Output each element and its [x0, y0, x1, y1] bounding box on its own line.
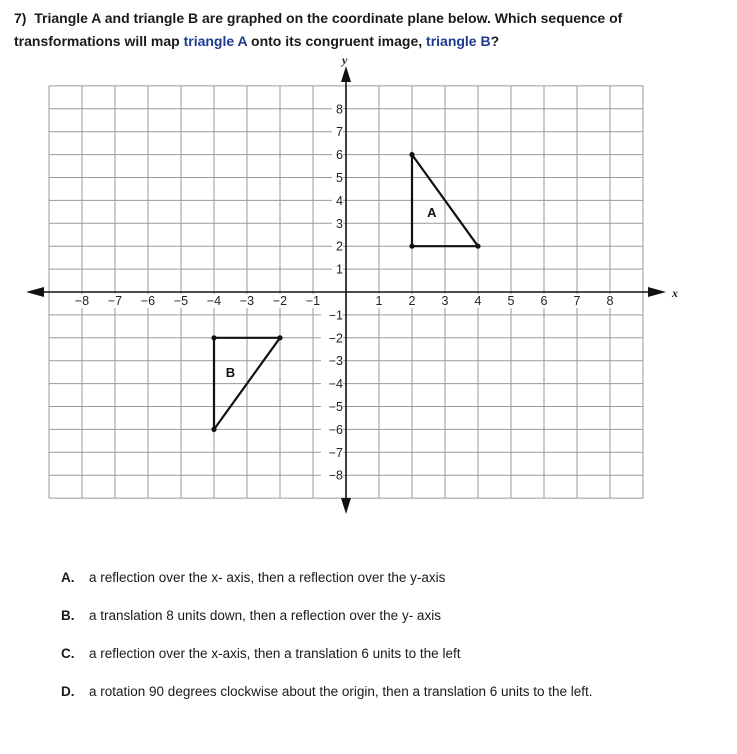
triangle-vertex: [409, 152, 414, 157]
question-number: 7): [14, 10, 27, 26]
y-tick-label: 5: [336, 171, 343, 185]
y-tick-label: 3: [336, 216, 343, 231]
triangle-vertex: [211, 335, 216, 340]
choice-letter: C.: [61, 646, 75, 661]
y-tick-label: 8: [336, 102, 343, 117]
x-tick-label: −2: [272, 294, 288, 308]
x-tick-label: 4: [474, 294, 482, 308]
question-part1: Triangle A and triangle B are graphed on the coordinate plane below. Which sequence of transformations will map: [14, 10, 623, 49]
y-tick-label: −7: [328, 445, 343, 460]
x-tick-label: 6: [540, 294, 548, 308]
y-tick-label: 1: [336, 262, 343, 277]
triangle-vertex: [475, 244, 480, 249]
x-tick-label: 8: [606, 294, 614, 308]
x-tick-label: 5: [507, 294, 515, 308]
x-tick-label: 3: [441, 294, 449, 308]
triangle-b-highlight: triangle B: [426, 33, 491, 49]
question-mark: ?: [490, 33, 500, 49]
choice-letter: A.: [61, 570, 75, 585]
x-tick-label: −4: [206, 294, 222, 308]
y-tick-label: 2: [336, 239, 343, 254]
x-tick-label: −8: [74, 294, 90, 308]
axes: [26, 66, 666, 514]
y-tick-label: 4: [336, 193, 343, 208]
x-tick-label: 1: [375, 294, 383, 308]
x-tick-label: −5: [173, 294, 189, 308]
y-tick-label: −6: [328, 422, 343, 437]
choice-b[interactable]: [61, 608, 441, 623]
y-tick-label: 6: [336, 148, 343, 163]
choice-text: a rotation 90 degrees clockwise about the origin, then a translation 6 units to the left.: [89, 684, 593, 699]
coordinate-plane: [0, 52, 737, 522]
x-tick-label: −1: [305, 294, 321, 308]
question-text: [14, 7, 729, 53]
x-tick-label: 2: [408, 294, 416, 308]
question-part2: onto its congruent image,: [251, 33, 423, 49]
choice-a[interactable]: [61, 570, 445, 585]
x-tick-label: −3: [239, 294, 255, 308]
triangle-label-b: B: [225, 365, 236, 381]
x-axis-label: x: [672, 286, 678, 300]
triangle-vertex: [409, 244, 414, 249]
x-tick-label: 7: [573, 294, 581, 308]
y-tick-label: −4: [328, 377, 343, 392]
y-tick-label: −3: [328, 354, 343, 369]
triangle-a-highlight: triangle A: [183, 33, 248, 49]
triangle-vertex: [277, 335, 282, 340]
choice-c[interactable]: [61, 646, 460, 661]
x-tick-label: −7: [107, 294, 123, 308]
choice-d[interactable]: [61, 684, 593, 699]
choice-text: a reflection over the x- axis, then a reflection over the y-axis: [89, 570, 446, 585]
y-axis-arrow-down: [341, 498, 351, 514]
x-axis-arrow-left: [26, 287, 44, 297]
choice-text: a translation 8 units down, then a reflection over the y- axis: [89, 608, 441, 623]
y-tick-label: −8: [328, 468, 343, 483]
y-tick-label: −1: [328, 308, 343, 323]
choice-text: a reflection over the x-axis, then a translation 6 units to the left: [89, 646, 461, 661]
y-tick-label: 7: [336, 125, 343, 140]
triangle-vertex: [211, 427, 216, 432]
choice-letter: B.: [61, 608, 75, 623]
y-axis-arrow-up: [341, 66, 351, 82]
y-axis-label: y: [342, 53, 348, 67]
x-tick-label: −6: [140, 294, 156, 308]
y-tick-label: −5: [328, 400, 343, 414]
triangle-label-a: A: [427, 204, 437, 220]
y-tick-label: −2: [328, 331, 343, 346]
choice-letter: D.: [61, 684, 75, 699]
x-axis-arrow-right: [648, 287, 666, 297]
